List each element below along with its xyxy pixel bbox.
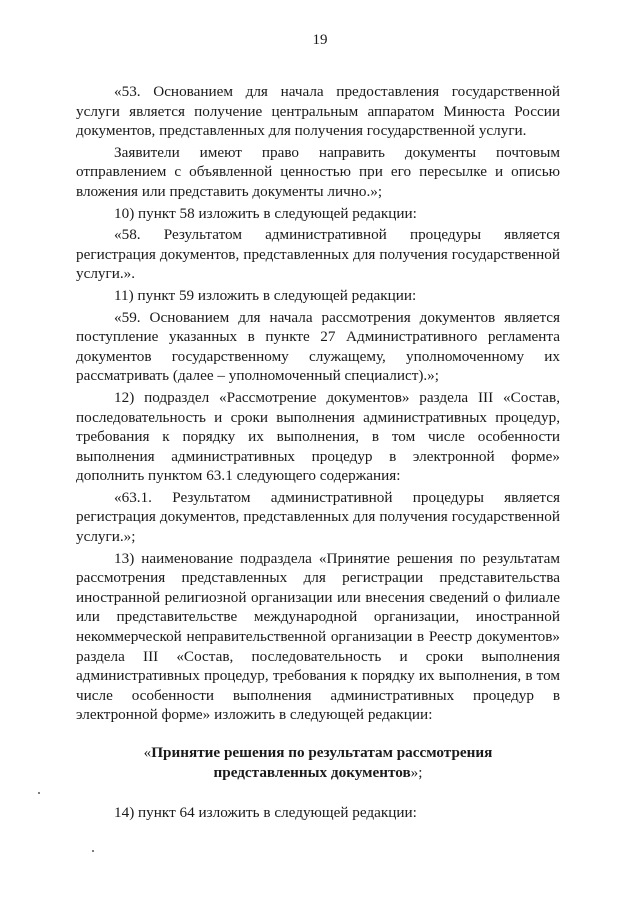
scan-speck xyxy=(92,850,94,852)
heading-line-1-text: Принятие решения по результатам рассмотрения xyxy=(151,744,493,761)
paragraph-53: «53. Основанием для начала предоставления государственной услуги является получение центральным аппаратом Минюста России документов, представленных для получения государственной услуги. xyxy=(76,83,560,140)
heading-open-quote: « xyxy=(143,744,152,761)
page-number: 19 xyxy=(312,32,328,48)
paragraph-59: «59. Основанием для начала рассмотрения документов является поступление указанных в пункте 27 Административного регламента документов государственному служащему, уполномоченному их рассматривать (далее – уполномоченный специалист).»; xyxy=(76,308,560,385)
paragraph-item-10: 10) пункт 58 изложить в следующей редакции: xyxy=(114,204,417,222)
section-heading xyxy=(76,743,560,783)
section-heading-line-1 xyxy=(76,743,560,763)
paragraph-item-13: 13) наименование подраздела «Принятие решения по результатам рассмотрения представленных для регистрации представительства иностранной религиозной организации или внесения сведений о филиале или представительстве международной организации, иностранной некоммерческой неправительственной организации в Реестр документов» раздела III «Состав, последовательность и сроки выполнения административных процедур, требования к порядку их выполнения, в том числе особенности выполнения административных процедур в электронной форме» изложить в следующей редакции: xyxy=(76,549,560,724)
heading-line-2-text: представленных документов xyxy=(213,764,411,781)
paragraph-63-1: «63.1. Результатом административной процедуры является регистрация документов, представленных для получения государственной услуги.»; xyxy=(76,488,560,546)
paragraph-applicants: Заявители имеют право направить документы почтовым отправлением с объявленной ценностью при его пересылке и описью вложения или представить документы лично.»; xyxy=(76,143,560,200)
heading-close: »; xyxy=(410,764,423,781)
document-body xyxy=(76,82,560,825)
paragraph-item-11: 11) пункт 59 изложить в следующей редакции: xyxy=(114,286,417,304)
section-heading-line-2 xyxy=(76,763,560,783)
paragraph-item-12: 12) подраздел «Рассмотрение документов» раздела III «Состав, последовательность и сроки выполнения административных процедур, требования к порядку их выполнения, в том числе особенности выполнения административных процедур в электронной форме» дополнить пунктом 63.1 следующего содержания: xyxy=(76,388,560,485)
scan-speck xyxy=(38,792,40,794)
paragraph-58: «58. Результатом административной процедуры является регистрация документов, представленных для получения государственной услуги.». xyxy=(76,226,560,283)
paragraph-item-14: 14) пункт 64 изложить в следующей редакции: xyxy=(114,804,417,821)
